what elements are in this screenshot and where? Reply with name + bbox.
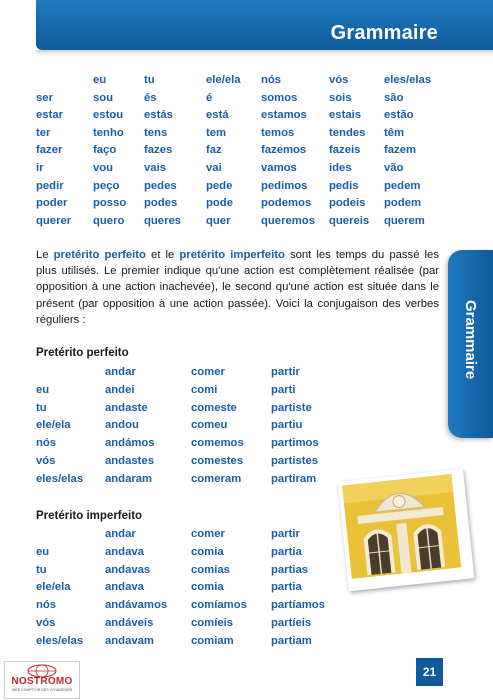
table-cell: ele/ela (206, 74, 241, 86)
table-cell: nós (261, 74, 282, 86)
table-cell: ides (329, 161, 352, 174)
table-cell: querer (36, 214, 72, 227)
table-cell: andámos (105, 437, 155, 450)
table-cell: andar (105, 528, 136, 540)
table-cell: ser (36, 91, 53, 104)
imperfeito-table (36, 526, 351, 651)
table-cell: andavas (105, 563, 151, 576)
side-tab-label: Grammaire (462, 300, 479, 380)
table-cell: eu (36, 383, 50, 396)
table-cell: pedes (144, 179, 177, 192)
table-cell: podem (384, 197, 422, 210)
table-header-row (36, 364, 351, 382)
table-cell: andei (105, 383, 135, 396)
globe-icon (5, 663, 79, 677)
table-cell: peço (93, 179, 120, 192)
table-cell: partistes (271, 454, 319, 467)
table-cell: tu (36, 401, 47, 414)
table-cell: estou (93, 109, 124, 122)
table-cell: nós (36, 599, 57, 612)
table-cell: andaram (105, 472, 153, 485)
table-row (36, 125, 444, 143)
table-row (36, 597, 351, 615)
table-row (36, 90, 444, 108)
header-shadow (36, 50, 493, 56)
table-header-row (36, 526, 351, 544)
table-cell: podemos (261, 197, 312, 210)
logo-tagline: WEB COMPTOIR DES VOYAGEURS (11, 688, 73, 692)
table-cell: eles/elas (384, 74, 432, 86)
table-cell: tens (144, 126, 168, 139)
table-cell: fazes (144, 144, 173, 157)
table-cell: podes (144, 197, 178, 210)
table-cell: comíeis (191, 616, 234, 629)
table-row (36, 453, 351, 471)
table-cell: comiam (191, 634, 234, 647)
table-cell: andar (105, 366, 136, 378)
table-row (36, 435, 351, 453)
table-cell: vais (144, 161, 166, 174)
table-cell: andava (105, 545, 144, 558)
table-cell: pede (206, 179, 233, 192)
table-row (36, 615, 351, 633)
table-cell: andou (105, 419, 139, 432)
table-row (36, 562, 351, 580)
table-cell: tu (36, 563, 47, 576)
table-cell: ir (36, 161, 44, 174)
table-cell: pedir (36, 179, 64, 192)
table-cell: comia (191, 581, 224, 594)
table-cell: tendes (329, 126, 366, 139)
table-cell: comer (191, 366, 225, 378)
table-cell: partir (271, 366, 300, 378)
table-cell: comer (191, 528, 225, 540)
intro-paragraph (36, 247, 439, 328)
table-cell: andava (105, 581, 144, 594)
table-cell: partia (271, 545, 302, 558)
table-cell: está (206, 109, 229, 122)
table-cell: andastes (105, 454, 154, 467)
table-cell: ele/ela (36, 419, 71, 432)
conjugation-table (36, 72, 444, 230)
table-cell: querem (384, 214, 425, 227)
building-photo (338, 469, 475, 592)
table-cell: partia (271, 581, 302, 594)
table-cell: vós (36, 616, 56, 629)
table-cell: eu (93, 74, 107, 86)
table-cell: vai (206, 161, 222, 174)
table-row (36, 142, 444, 160)
table-cell: estar (36, 109, 64, 122)
table-cell: tu (144, 74, 155, 86)
table-cell: ter (36, 126, 51, 139)
perfeito-table (36, 364, 351, 489)
table-cell: faço (93, 144, 117, 157)
table-row (36, 400, 351, 418)
table-cell: partiram (271, 472, 317, 485)
table-cell: comi (191, 383, 218, 396)
table-cell: fazem (384, 144, 417, 157)
table-cell: eu (36, 545, 50, 558)
table-cell: quereis (329, 214, 370, 227)
table-cell: partiste (271, 401, 312, 414)
table-cell: vós (36, 454, 56, 467)
table-cell: parti (271, 383, 296, 396)
paragraph-text: Le (36, 249, 54, 261)
table-cell: partimos (271, 437, 319, 450)
table-cell: estamos (261, 109, 307, 122)
table-cell: tenho (93, 126, 124, 139)
table-cell: andaste (105, 401, 148, 414)
table-cell: partir (271, 528, 300, 540)
table-cell: são (384, 91, 404, 104)
table-row (36, 213, 444, 231)
table-cell: vou (93, 161, 114, 174)
table-row (36, 382, 351, 400)
table-cell: poder (36, 197, 68, 210)
table-row (36, 544, 351, 562)
table-cell: comeram (191, 472, 242, 485)
table-cell: partiam (271, 634, 312, 647)
page-number: 21 (416, 658, 443, 686)
table-cell: podeis (329, 197, 366, 210)
table-cell: partíamos (271, 599, 325, 612)
table-cell: comeste (191, 401, 237, 414)
table-cell: sou (93, 91, 114, 104)
table-cell: têm (384, 126, 405, 139)
table-cell: é (206, 91, 213, 104)
table-cell: pedis (329, 179, 359, 192)
table-cell: comemos (191, 437, 244, 450)
building-photo-illustration (342, 474, 461, 579)
table-header-row (36, 72, 444, 90)
table-cell: eles/elas (36, 634, 84, 647)
paragraph-text: sont les temps du passé les plus utilisés. Le premier indique qu'une action est complètement réalisée (par opposition à une action inachevée), le second qu'une action est située dans le présent (par opposition à une action passée). Voici la conjugaison des verbes réguliers : (36, 249, 439, 326)
table-cell: comíamos (191, 599, 247, 612)
table-cell: posso (93, 197, 127, 210)
table-cell: estão (384, 109, 414, 122)
table-row (36, 417, 351, 435)
table-cell: comestes (191, 454, 244, 467)
table-cell: estás (144, 109, 173, 122)
table-cell: temos (261, 126, 295, 139)
table-row (36, 178, 444, 196)
table-row (36, 195, 444, 213)
table-cell: comeu (191, 419, 228, 432)
table-cell: quer (206, 214, 231, 227)
table-row (36, 579, 351, 597)
table-cell: vão (384, 161, 404, 174)
highlight-term-perfeito: pretérito perfeito (53, 249, 146, 261)
table-row (36, 633, 351, 651)
table-cell (36, 72, 93, 90)
logo-wordmark: NOSTROMO (11, 676, 73, 687)
table-cell: fazer (36, 144, 63, 157)
table-cell: queres (144, 214, 182, 227)
table-cell: sois (329, 91, 352, 104)
table-cell: andávamos (105, 599, 168, 612)
table-row (36, 471, 351, 489)
table-cell: ele/ela (36, 581, 71, 594)
table-cell: vós (329, 74, 349, 86)
table-cell: queremos (261, 214, 315, 227)
table-cell: tem (206, 126, 227, 139)
table-cell: nós (36, 437, 57, 450)
table-cell: partiu (271, 419, 303, 432)
paragraph-text: et le (145, 249, 180, 261)
table-cell: és (144, 91, 157, 104)
table-cell: fazeis (329, 144, 361, 157)
page-title: Grammaire (330, 22, 438, 44)
table-cell: eles/elas (36, 472, 84, 485)
table-cell: somos (261, 91, 298, 104)
table-row (36, 107, 444, 125)
table-cell: pedimos (261, 179, 308, 192)
table-cell: andáveis (105, 616, 154, 629)
table-cell: quero (93, 214, 125, 227)
table-row (36, 160, 444, 178)
section-title-perfeito: Pretérito perfeito (36, 347, 129, 359)
table-cell: andavam (105, 634, 154, 647)
table-cell: faz (206, 144, 222, 157)
table-cell (36, 526, 105, 544)
table-cell: vamos (261, 161, 297, 174)
table-cell: fazemos (261, 144, 307, 157)
table-cell: comia (191, 545, 224, 558)
table-cell (36, 364, 105, 382)
table-cell: partias (271, 563, 309, 576)
nostromo-logo (4, 661, 80, 699)
table-cell: pode (206, 197, 233, 210)
section-title-imperfeito: Pretérito imperfeito (36, 510, 143, 522)
table-cell: estais (329, 109, 362, 122)
table-cell: pedem (384, 179, 421, 192)
table-cell: comias (191, 563, 230, 576)
highlight-term-imperfeito: pretérito imperfeito (179, 249, 285, 261)
table-cell: partíeis (271, 616, 312, 629)
